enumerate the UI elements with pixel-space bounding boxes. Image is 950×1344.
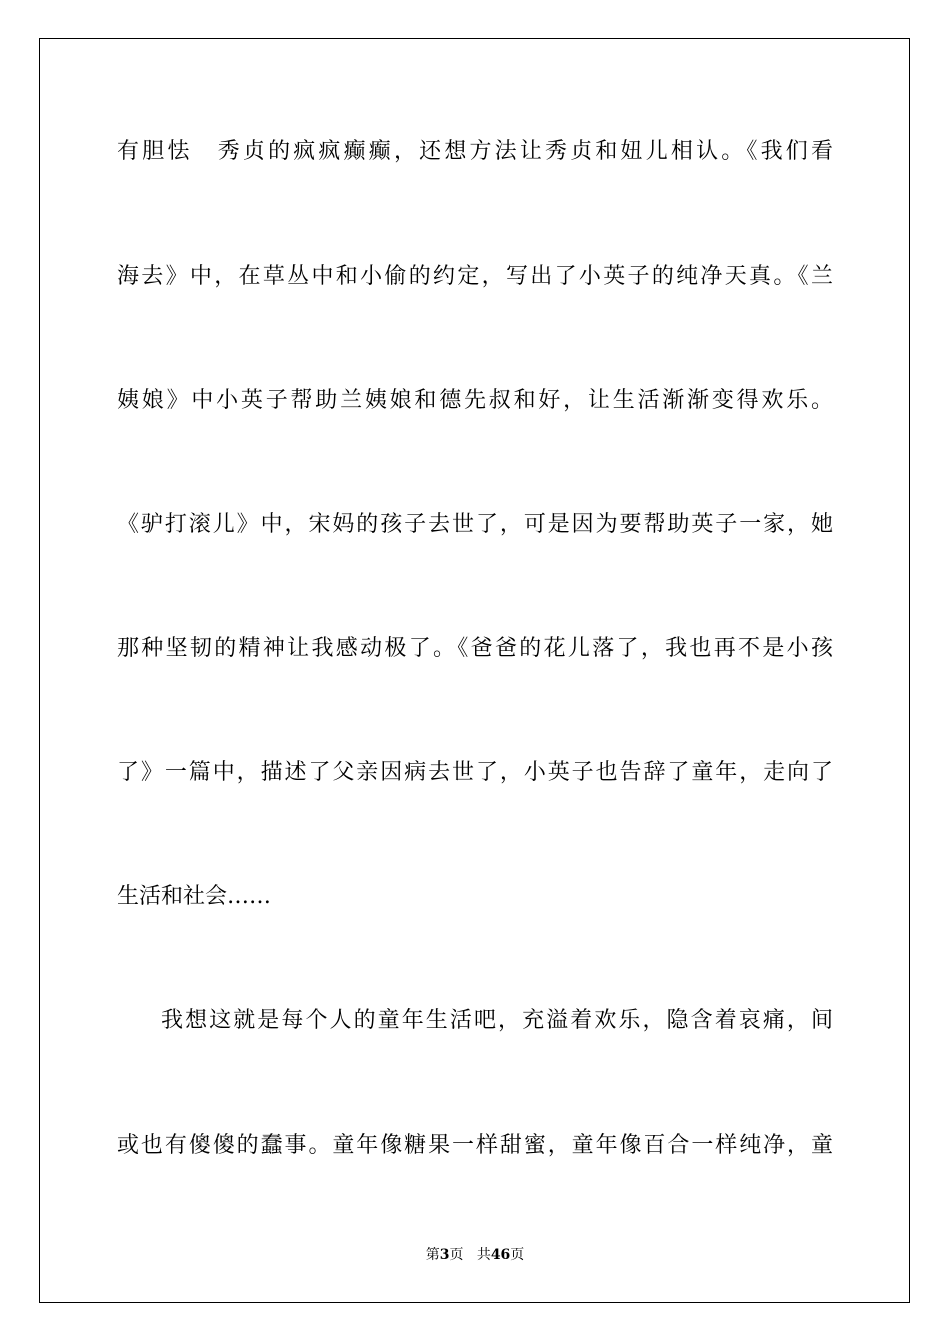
page-border	[39, 38, 910, 1303]
page-number: 3	[439, 1247, 450, 1263]
total-prefix: 共	[476, 1247, 491, 1263]
page-footer	[0, 1246, 950, 1264]
text-line-9: 或也有傻傻的蠢事。童年像糖果一样甜蜜，童年像百合一样纯净，童	[117, 1133, 833, 1158]
total-suffix: 页	[510, 1247, 525, 1263]
page-prefix: 第	[425, 1247, 440, 1263]
text-line-3: 姨娘》中小英子帮助兰姨娘和德先叔和好，让生活渐渐变得欢乐。	[117, 388, 833, 413]
page-suffix: 页	[449, 1247, 464, 1263]
text-line-2: 海去》中，在草丛中和小偷的约定，写出了小英子的纯净天真。《兰	[117, 264, 833, 289]
text-line-1: 有胆怯 秀贞的疯疯癫癫，还想方法让秀贞和妞儿相认。《我们看	[117, 139, 833, 164]
total-pages: 46	[490, 1247, 511, 1263]
text-line-4: 《驴打滚儿》中，宋妈的孩子去世了，可是因为要帮助英子一家，她	[117, 512, 833, 537]
text-line-7: 生活和社会……	[117, 884, 272, 909]
text-line-5: 那种坚韧的精神让我感动极了。《爸爸的花儿落了，我也再不是小孩	[117, 636, 833, 661]
text-line-8: 我想这就是每个人的童年生活吧，充溢着欢乐，隐含着哀痛，间	[161, 1008, 833, 1033]
text-line-6: 了》一篇中，描述了父亲因病去世了，小英子也告辞了童年，走向了	[117, 760, 833, 785]
